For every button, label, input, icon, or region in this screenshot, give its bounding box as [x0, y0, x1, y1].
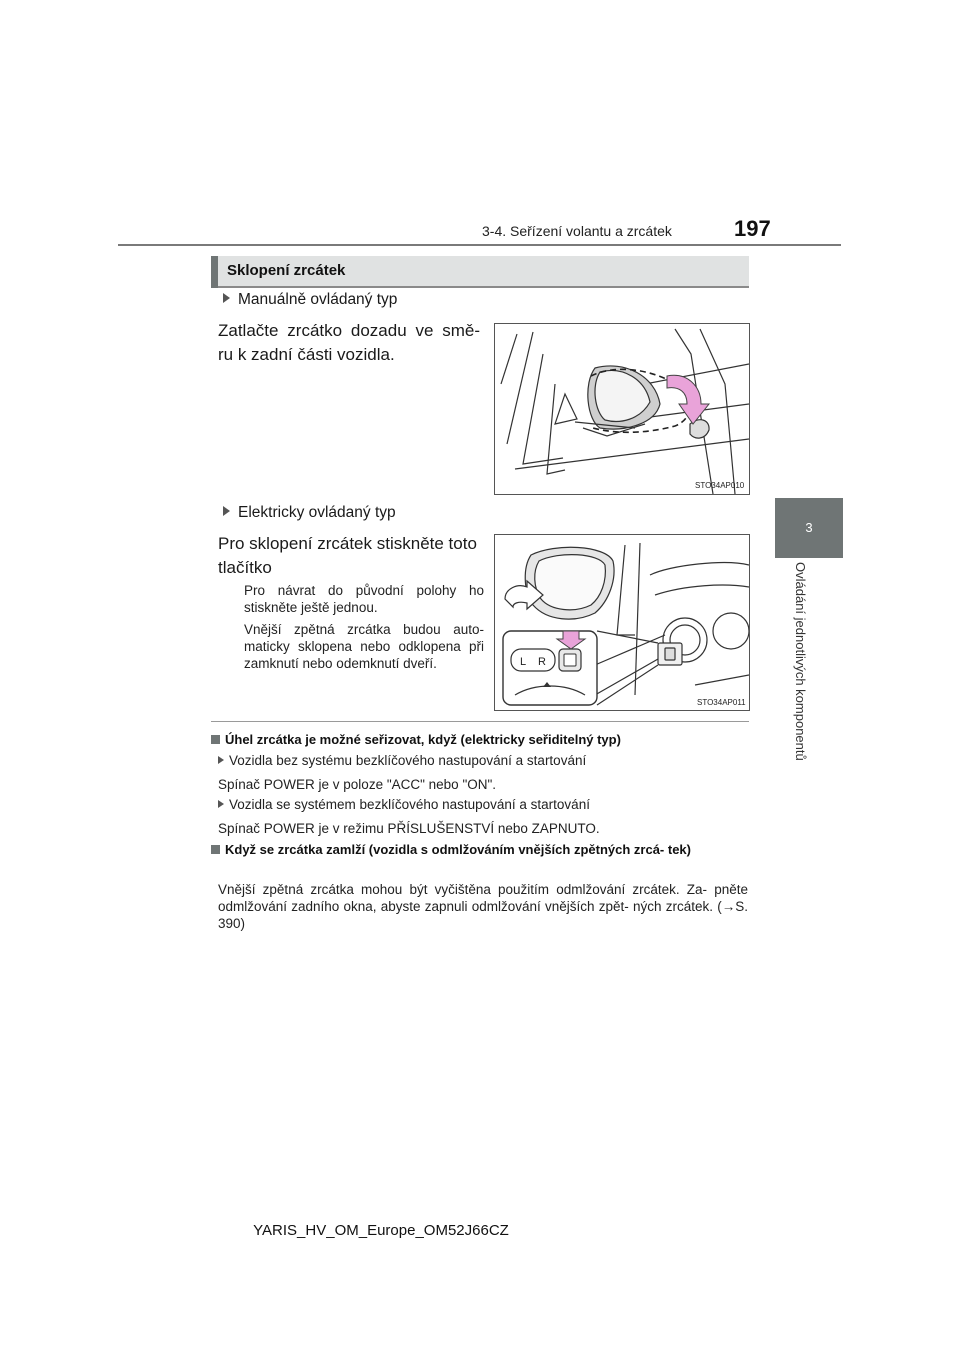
electric-instruction-line: tlačítko: [218, 558, 272, 577]
chapter-title: Ovládání jednotlivých komponentů: [793, 562, 808, 761]
note-angle-heading-text: Úhel zrcátka je možné seřizovat, když (elektricky seřiditelný typ): [225, 732, 621, 747]
manual-figure-code: STO34AP010: [695, 481, 745, 490]
electric-type-subhead: [223, 504, 396, 522]
note-angle-case1: [218, 753, 586, 768]
triangle-bullet-icon: [218, 800, 224, 808]
chapter-number: 3: [805, 520, 813, 535]
electric-mirror-illustration: [495, 535, 749, 710]
section-heading-bar: [211, 256, 749, 288]
switch-left-label: L: [520, 656, 527, 668]
triangle-bullet-icon: [218, 756, 224, 764]
manual-mirror-figure: [494, 323, 750, 495]
note-angle-case1-label: Vozidla bez systému bezklíčového nastupování a startování: [229, 753, 587, 768]
electric-note-auto: Vnější zpětná zrcátka budou auto- maticky sklopena nebo odklopena při zamknutí nebo odemknutí dveří.: [244, 622, 484, 671]
note-fog-heading: [211, 842, 748, 858]
footer-doc-code: [0, 1222, 960, 1239]
note-angle-case2: [218, 797, 590, 812]
note-angle-case2-label: Vozidla se systémem bezklíčového nastupování a startování: [229, 797, 590, 812]
note-fog-heading-text: Když se zrcátka zamlží (vozidla s odmlžováním vnějších zpětných zrcá- tek): [225, 842, 691, 857]
chapter-tab[interactable]: [775, 498, 843, 558]
square-bullet-icon: [211, 845, 220, 854]
page-number: 197: [734, 216, 771, 241]
manual-subhead-label: Manuálně ovládaný typ: [238, 291, 398, 308]
triangle-bullet-icon: [223, 506, 230, 516]
note-angle-heading: [211, 732, 751, 748]
manual-instruction: [218, 319, 480, 367]
triangle-bullet-icon: [223, 293, 230, 303]
switch-right-label: R: [538, 656, 546, 668]
electric-note-return: Pro návrat do původní polohy ho stiskněte ještě jednou.: [244, 583, 484, 615]
electric-figure-code: STO34AP011: [697, 698, 746, 707]
electric-instruction: [218, 532, 488, 580]
header-section-title: 3-4. Seřízení volantu a zrcátek: [482, 223, 672, 239]
electric-mirror-figure: [494, 534, 750, 711]
note-angle-case1-text: Spínač POWER je v poloze "ACC" nebo "ON".: [218, 777, 497, 792]
electric-instruction-line: Pro sklopení zrcátek stiskněte toto: [218, 534, 477, 553]
note-angle-case2-text: Spínač POWER je v režimu PŘÍSLUŠENSTVÍ nebo ZAPNUTO.: [218, 821, 600, 836]
note-fog-text: Vnější zpětná zrcátka mohou být vyčištěna použitím odmlžování zrcátek. Za- pněte odmlžování zadního okna, abyste zapnuli odmlžování vnějších zpět- ných zrcátek. (→S. 390): [218, 882, 748, 931]
header-divider: [118, 244, 841, 246]
footer-doc-code-text: YARIS_HV_OM_Europe_OM52J66CZ: [253, 1222, 509, 1239]
manual-type-subhead: [223, 291, 397, 309]
section-title: Sklopení zrcátek: [227, 262, 346, 279]
manual-instruction-line: Zatlačte zrcátko dozadu ve smě-: [218, 321, 480, 340]
manual-instruction-line: ru k zadní části vozidla.: [218, 345, 395, 364]
square-bullet-icon: [211, 735, 220, 744]
chapter-side-title: [790, 562, 812, 792]
notes-divider: [211, 721, 749, 722]
manual-mirror-illustration: [495, 324, 749, 494]
electric-subhead-label: Elektricky ovládaný typ: [238, 504, 396, 521]
